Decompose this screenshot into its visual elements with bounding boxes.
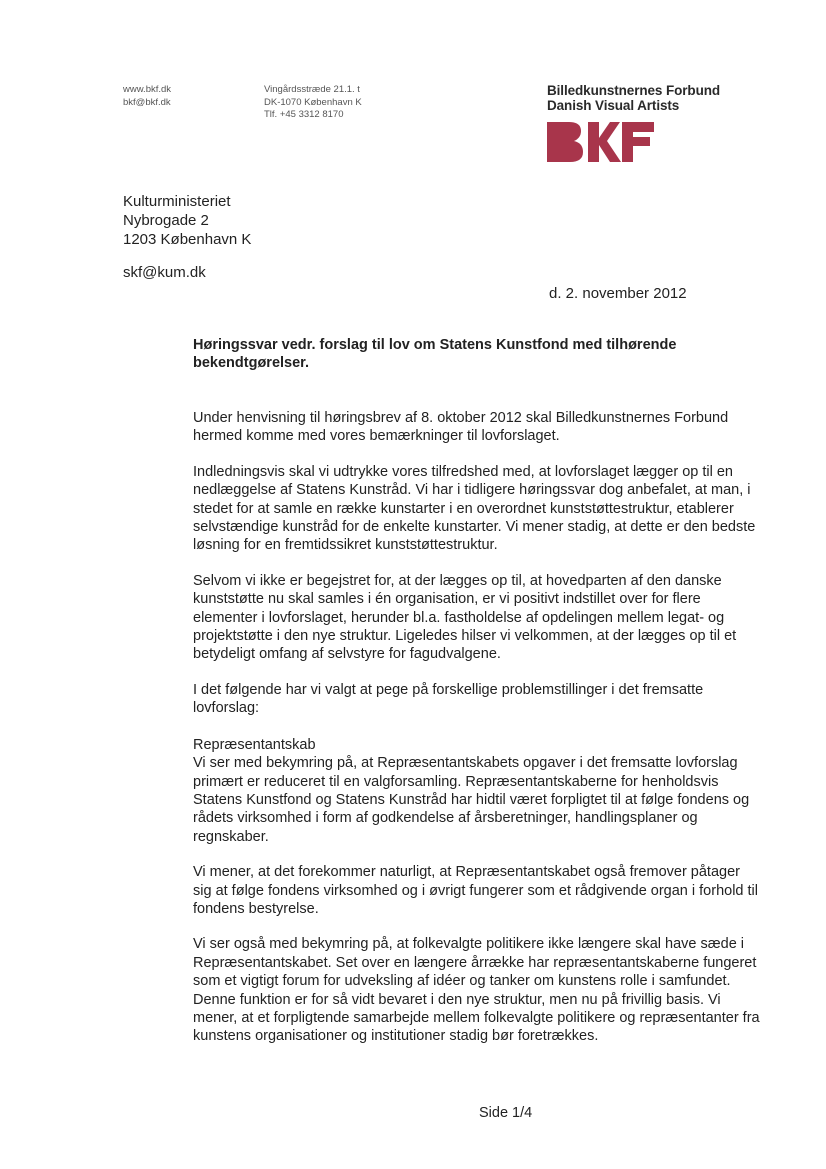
section-paragraph: Vi ser også med bekymring på, at folkevalgte politikere ikke længere skal have sæde i Repræsentantskabet. Set over en længere årrække har repræsentantskaberne fungeret som et vigtigt forum for udveksling af idéer og tanker om kunstens rolle i samfundet. Denne funktion er for så vidt bevaret i den nye struktur, men nu på frivillig basis. Vi mener, at et forpligtende samarbejde mellem folkevalgte politikere og repræsentanter fra kunstens organisationer og institutioner stadig bør foretrækkes. (193, 936, 760, 1045)
recipient-line: Nybrogade 2 (123, 212, 209, 229)
recipient-address (123, 192, 251, 249)
org-block (547, 83, 720, 113)
website-text: www.bkf.dk (123, 84, 172, 95)
letter-subject: Høringssvar vedr. forslag til lov om Statens Kunstfond med tilhørende bekendtgørelser. (193, 337, 677, 371)
contact-address (264, 84, 362, 122)
address-street: Vingårdsstræde 21.1. t (264, 84, 360, 95)
recipient-line: Kulturministeriet (123, 193, 231, 210)
email-text: bkf@bkf.dk (123, 96, 171, 108)
page-number: Side 1/4 (479, 1105, 533, 1121)
body-paragraph: Selvom vi ikke er begejstret for, at der lægges op til, at hovedparten af den danske kunststøtte nu skal samles i én organisation, er vi positivt indstillet over for flere elementer i lovforslaget, herunder bl.a. fastholdelse af opdelingen mellem legat- og projektstøtte i den nye struktur. Ligeledes hilser vi velkommen, at der lægges op til et betydeligt omfang af selvstyre for fagudvalgene. (193, 572, 737, 663)
address-phone: Tlf. +45 3312 8170 (264, 109, 344, 120)
bkf-logo (547, 122, 655, 162)
letter-date: d. 2. november 2012 (549, 285, 687, 302)
section-paragraph: Vi mener, at det forekommer naturligt, at Repræsentantskabet også fremover påtager sig at følge fondens virksomhed og i øvrigt fungerer som et rådgivende organ i forhold til fondens bestyrelse. (193, 864, 758, 917)
body-paragraph: I det følgende har vi valgt at pege på forskellige problemstillinger i det fremsatte lovforslag: (193, 681, 704, 717)
recipient-line: 1203 København K (123, 231, 252, 248)
section-paragraph: Vi ser med bekymring på, at Repræsentantskabets opgaver i det fremsatte lovforslag primært er reduceret til en valgforsamling. Repræsentantskaberne for henholdsvis Statens Kunstfond og Statens Kunstråd har hidtil været forpligtet til at følge fondens og rådets virksomhed i form af godkendelse af årsberetninger, handlingsplaner og regnskaber. (193, 755, 750, 845)
recipient-email: skf@kum.dk (123, 264, 206, 281)
body-paragraph: Under henvisning til høringsbrev af 8. oktober 2012 skal Billedkunstnernes Forbund hermed komme med vores bemærkninger til lovforslaget. (193, 410, 729, 445)
letter-body (193, 409, 761, 1046)
contact-web (123, 84, 171, 109)
address-city: DK-1070 København K (264, 96, 362, 108)
body-paragraph: Indledningsvis skal vi udtrykke vores tilfredshed med, at lovforslaget lægger op til en nedlæggelse af Statens Kunstråd. Vi har i tidligere høringssvar dog anbefalet, at man, i stedet for at samle en række kunstarter i en overordnet kunststøttestruktur, etablerer selvstændige kunstråd for de enkelte kunstarter. Vi mener stadig, at dette er den bedste løsning for en fremtidssikret kunststøttestruktur. (193, 463, 756, 554)
section-heading: Repræsentantskab (193, 736, 316, 753)
org-name-en: Danish Visual Artists (547, 98, 680, 113)
org-name: Billedkunstnernes Forbund (547, 83, 721, 98)
